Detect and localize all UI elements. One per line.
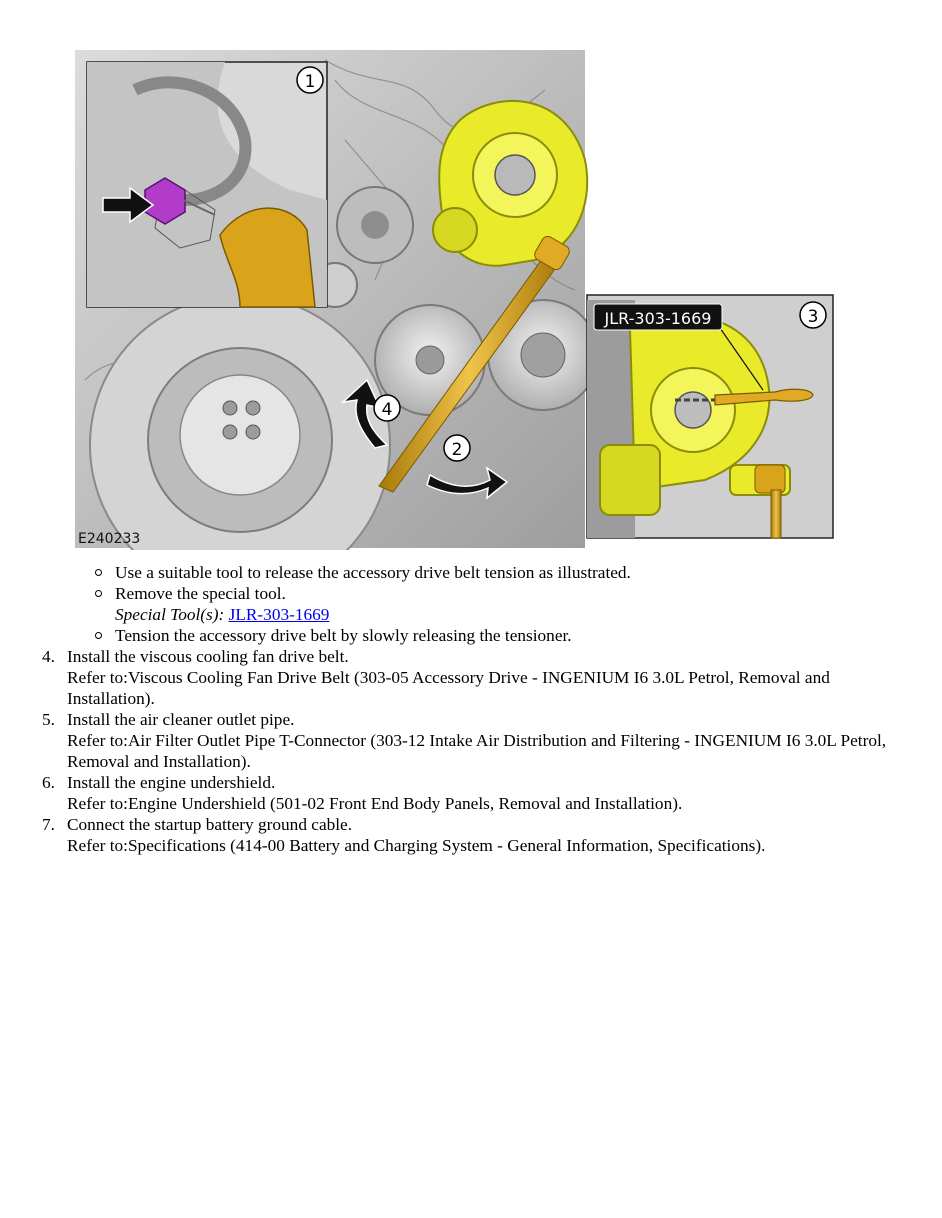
hollow-bullet [95, 569, 102, 576]
tensioner-tool [433, 101, 587, 266]
step-number: 5. [42, 710, 55, 729]
engine-illustration [75, 50, 835, 550]
step-text: Install the air cleaner outlet pipe. [67, 710, 295, 729]
callout-3: 3 [807, 307, 819, 327]
sub-step-text: Remove the special tool. [115, 584, 286, 603]
step-text: Install the viscous cooling fan drive belt. [67, 647, 349, 666]
inset-3 [587, 295, 833, 538]
step-item [42, 772, 942, 814]
step-reference: Refer to:Viscous Cooling Fan Drive Belt (303-05 Accessory Drive - INGENIUM I6 3.0L Petrol, Removal and Installation). [67, 668, 830, 708]
step-list [0, 646, 942, 856]
step-reference: Refer to:Air Filter Outlet Pipe T-Connector (303-12 Intake Air Distribution and Filtering - INGENIUM I6 3.0L Petrol, Removal and Installation). [67, 731, 887, 771]
sub-step-text: Tension the accessory drive belt by slowly releasing the tensioner. [115, 626, 572, 645]
step-number: 7. [42, 815, 55, 834]
figure-id-label: E240233 [78, 531, 141, 547]
hollow-bullet [95, 632, 102, 639]
step-item [42, 646, 942, 709]
tool-tag: JLR-303-1669 [604, 309, 712, 328]
special-tools-label: Special Tool(s): [115, 605, 225, 624]
sub-step-list [0, 562, 942, 646]
inset-1 [87, 62, 327, 307]
sub-step [115, 625, 942, 646]
step-item [42, 814, 942, 856]
callout-4: 4 [381, 400, 393, 420]
sub-step [115, 562, 942, 583]
step-number: 4. [42, 647, 55, 666]
step-number: 6. [42, 773, 55, 792]
sub-step-text: Use a suitable tool to release the accessory drive belt tension as illustrated. [115, 563, 631, 582]
step-text: Install the engine undershield. [67, 773, 276, 792]
callout-2: 2 [451, 440, 463, 460]
step-reference: Refer to:Engine Undershield (501-02 Front End Body Panels, Removal and Installation). [67, 794, 683, 813]
hollow-bullet [95, 590, 102, 597]
step-text: Connect the startup battery ground cable. [67, 815, 353, 834]
special-tool-link[interactable]: JLR-303-1669 [228, 605, 330, 624]
procedure-text [0, 562, 942, 856]
step-reference: Refer to:Specifications (414-00 Battery and Charging System - General Information, Specifications). [67, 836, 766, 855]
step-item [42, 709, 942, 772]
callout-1: 1 [304, 72, 316, 92]
sub-step [115, 583, 942, 625]
